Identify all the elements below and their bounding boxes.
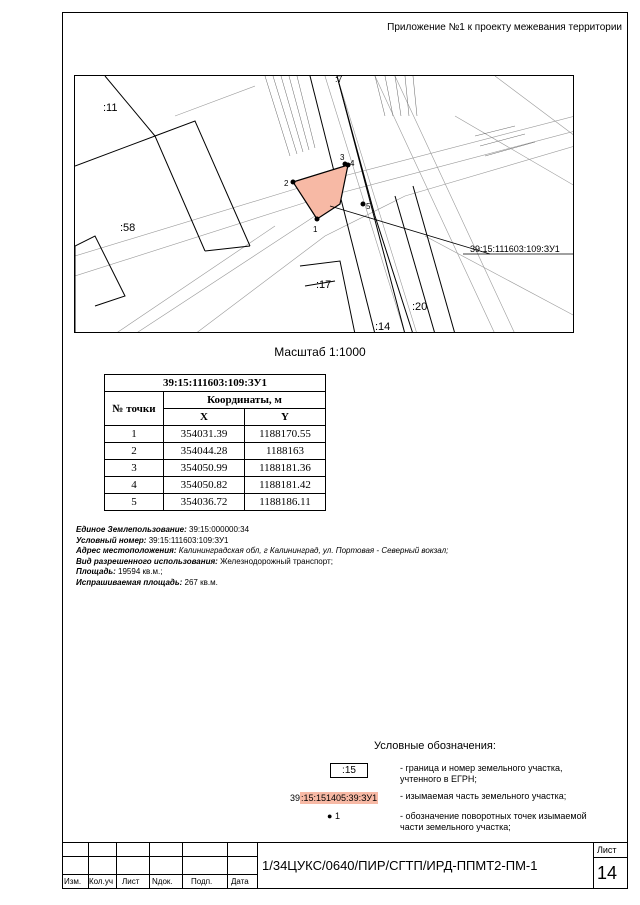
- cell-n: 3: [105, 460, 164, 477]
- cell-x: 354036.72: [164, 494, 245, 511]
- cell-n: 2: [105, 443, 164, 460]
- coords-header: Координаты, м: [164, 392, 326, 409]
- parcel-label-7: :7: [335, 76, 343, 84]
- cell-y: 1188181.36: [245, 460, 326, 477]
- info-label: Условный номер:: [76, 535, 147, 545]
- legend-line: учтенного в ЕГРН;: [400, 774, 477, 784]
- sheet-label: Лист: [597, 845, 617, 855]
- appendix-caption: Приложение №1 к проекту межевания территории: [387, 22, 622, 33]
- cell-y: 1188186.11: [245, 494, 326, 511]
- coordinates-table: [104, 374, 326, 511]
- point-label-2: 2: [284, 179, 289, 188]
- point-label-4: 4: [350, 159, 355, 168]
- legend-point-sample: [327, 811, 340, 821]
- point-label-3: 3: [340, 153, 345, 162]
- info-area: [76, 567, 448, 578]
- point-label-5: 5: [366, 202, 371, 211]
- callout-label: 39:15:111603:109:ЗУ1: [470, 244, 560, 254]
- point-header: № точки: [105, 392, 164, 426]
- legend-seized-highlight: :15:151405:39:ЗУ1: [301, 793, 378, 803]
- map-scale: Масштаб 1:1000: [274, 345, 366, 359]
- map-drawing: [75, 76, 574, 333]
- table-row: [105, 443, 326, 460]
- point-label-1: 1: [313, 225, 318, 234]
- table-row: [105, 460, 326, 477]
- info-cond-num: [76, 536, 448, 547]
- stamp-col-line: [257, 842, 258, 889]
- info-value: 39:15:000000:34: [186, 525, 250, 534]
- x-header: X: [164, 409, 245, 426]
- cell-n: 4: [105, 477, 164, 494]
- info-value: 19594 кв.м.;: [115, 567, 163, 576]
- info-req-area: [76, 578, 448, 589]
- stamp-col-izm: Изм.: [64, 877, 82, 886]
- cell-y: 1188170.55: [245, 426, 326, 443]
- info-label: Адрес местоположения:: [76, 546, 177, 555]
- legend-seized-prefix: 39: [290, 793, 301, 803]
- legend-parcel-box: :15: [330, 763, 368, 778]
- info-label: Площадь:: [76, 567, 116, 576]
- y-header: Y: [245, 409, 326, 426]
- legend-point-label: 1: [334, 811, 340, 821]
- legend-parcel-text: [400, 763, 563, 785]
- info-value: 39:15:111603:109:ЗУ1: [146, 535, 229, 545]
- cell-n: 1: [105, 426, 164, 443]
- parcel-label-20: :20: [412, 301, 428, 313]
- stamp-col-list: Лист: [122, 877, 140, 886]
- cell-y: 1188181.42: [245, 477, 326, 494]
- stamp-col-koluch: Кол.уч: [89, 877, 113, 886]
- cell-x: 354050.82: [164, 477, 245, 494]
- info-value: 267 кв.м.: [182, 577, 218, 587]
- legend-line: - обозначение поворотных точек изымаемой: [400, 811, 587, 821]
- info-use: [76, 557, 448, 568]
- info-label: Испрашиваемая площадь:: [76, 577, 183, 587]
- sheet-number: 14: [597, 863, 618, 883]
- stamp-top-line: [62, 842, 628, 843]
- sheet-divider: [593, 857, 628, 858]
- stamp-col-line: [149, 842, 150, 889]
- document-code: 1/34ЦУКС/0640/ПИР/СГТП/ИРД-ППМТ2-ПМ-1: [262, 858, 538, 873]
- parcel-label-58: :58: [120, 222, 136, 234]
- cell-x: 354050.99: [164, 460, 245, 477]
- table-row: [105, 477, 326, 494]
- info-address: [76, 546, 448, 557]
- legend-line: части земельного участка;: [400, 822, 511, 832]
- info-label: Вид разрешенного использования:: [76, 556, 218, 566]
- stamp-col-ndok: Nдок.: [152, 877, 173, 886]
- table-row: [105, 426, 326, 443]
- parcel-info: [76, 525, 448, 588]
- cadastral-map: [74, 75, 574, 333]
- cell-y: 1188163: [245, 443, 326, 460]
- stamp-col-podp: Подп.: [191, 877, 213, 886]
- parcel-label-14: :14: [375, 321, 391, 333]
- cell-x: 354044.28: [164, 443, 245, 460]
- stamp-col-line: [227, 842, 228, 889]
- stamp-col-data: Дата: [231, 877, 249, 886]
- legend-seized-text: - изымаемая часть земельного участка;: [400, 791, 567, 801]
- point-dot-icon: ●: [327, 811, 333, 821]
- parcel-label-11: :11: [103, 102, 118, 114]
- table-title: 39:15:111603:109:ЗУ1: [105, 375, 326, 392]
- legend-line: - граница и номер земельного участка,: [400, 763, 563, 773]
- stamp-col-line: [116, 842, 117, 889]
- legend-title: Условные обозначения:: [374, 740, 496, 752]
- table-row: [105, 494, 326, 511]
- stamp-col-line: [593, 842, 594, 889]
- cell-x: 354031.39: [164, 426, 245, 443]
- legend-point-text: [400, 811, 587, 833]
- stamp-col-line: [182, 842, 183, 889]
- info-value: Железнодорожный транспорт;: [217, 556, 333, 566]
- cell-n: 5: [105, 494, 164, 511]
- info-land-use: [76, 525, 448, 536]
- info-value: Калининградская обл, г Калининград, ул. Портовая - Северный вокзал;: [176, 546, 449, 555]
- legend-seized-sample: [290, 793, 378, 803]
- info-label: Единое Землепользование:: [76, 525, 187, 534]
- parcel-label-17: :17: [316, 279, 332, 291]
